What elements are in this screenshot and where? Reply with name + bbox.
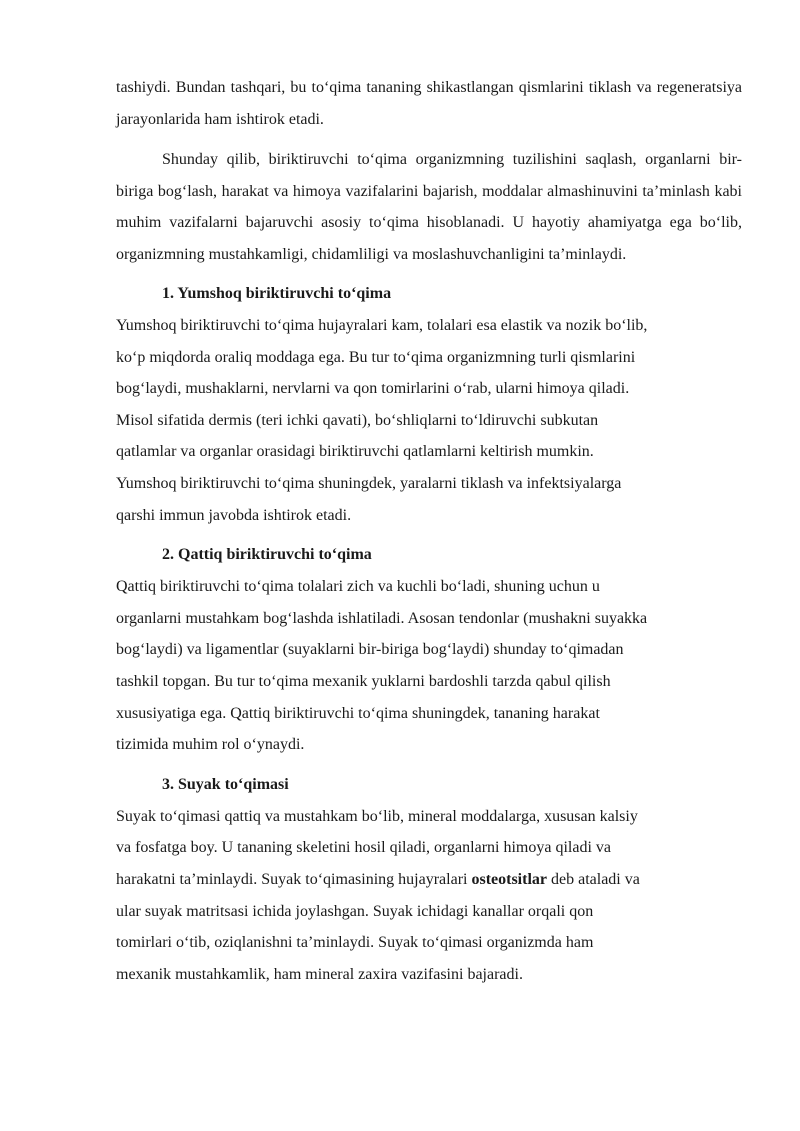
text-line: organlarni mustahkam bog‘lashda ishlatiladi. Asosan tendonlar (mushakni suyakka xyxy=(116,609,648,627)
section-heading: 1. Yumshoq biriktiruvchi to‘qima xyxy=(162,285,392,302)
text-line: xususiyatiga ega. Qattiq biriktiruvchi to‘qima shuningdek, tananing harakat xyxy=(116,704,600,722)
text-line: qatlamlar va organlar orasidagi biriktiruvchi qatlamlarni keltirish mumkin. xyxy=(116,443,594,461)
text-line: tashkil topgan. Bu tur to‘qima mexanik yuklarni bardoshli tarzda qabul qilish xyxy=(116,672,611,690)
section-dense-connective-tissue xyxy=(116,539,742,761)
text-segment: deb ataladi va xyxy=(547,870,640,888)
text-line: va fosfatga boy. U tananing skeletini hosil qiladi, organlarni himoya qiladi va xyxy=(116,839,611,857)
text-line: mexanik mustahkamlik, ham mineral zaxira vazifasini bajaradi. xyxy=(116,965,523,983)
section-body xyxy=(116,310,742,531)
text-line-with-bold-term xyxy=(116,864,742,896)
text-line: bog‘laydi, mushaklarni, nervlarni va qon tomirlarini o‘rab, ularni himoya qiladi. xyxy=(116,380,630,398)
section-bone-tissue xyxy=(116,769,742,991)
document-page xyxy=(116,72,742,990)
section-heading: 2. Qattiq biriktiruvchi to‘qima xyxy=(162,546,372,564)
text-segment: harakatni ta’minlaydi. Suyak to‘qimasining hujayralari xyxy=(116,870,472,888)
text-line: Yumshoq biriktiruvchi to‘qima shuningdek, yaralarni tiklash va infektsiyalarga xyxy=(116,474,622,492)
text-line: tizimida muhim rol o‘ynaydi. xyxy=(116,736,305,754)
text-line: Yumshoq biriktiruvchi to‘qima hujayralari kam, tolalari esa elastik va nozik bo‘lib, xyxy=(116,317,648,334)
text-line: ko‘p miqdorda oraliq moddaga ega. Bu tur to‘qima organizmning turli qismlarini xyxy=(116,348,636,366)
bold-term-osteocytes: osteotsitlar xyxy=(471,870,547,888)
section-body xyxy=(116,801,742,991)
text-line: ular suyak matritsasi ichida joylashgan. Suyak ichidagi kanallar orqali qon xyxy=(116,902,594,920)
text-line: Suyak to‘qimasi qattiq va mustahkam bo‘lib, mineral moddalarga, xususan kalsiy xyxy=(116,807,638,825)
section-heading: 3. Suyak to‘qimasi xyxy=(162,775,289,793)
section-body xyxy=(116,571,742,761)
text-line: Misol sifatida dermis (teri ichki qavati), bo‘shliqlarni to‘ldiruvchi subkutan xyxy=(116,411,599,429)
text-line: bog‘laydi) va ligamentlar (suyaklarni bir-biriga bog‘laydi) shunday to‘qimadan xyxy=(116,641,624,659)
summary-paragraph: Shunday qilib, biriktiruvchi to‘qima organizmning tuzilishini saqlash, organlarni bir-biriga bog‘lash, harakat va himoya vazifalarini bajarish, moddalar almashinuvini ta’minlash kabi muhim vazifalarni bajaruvchi asosiy to‘qima hisoblanadi. U hayotiy ahamiyatga ega bo‘lib, organizmning mustahkamligi, chidamliligi va moslashuvchanligini ta’minlaydi. xyxy=(116,151,742,263)
intro-paragraph-continuation: tashiydi. Bundan tashqari, bu to‘qima tananing shikastlangan qismlarini tiklash va regeneratsiya jarayonlarida ham ishtirok etadi. xyxy=(116,79,742,128)
text-line: qarshi immun javobda ishtirok etadi. xyxy=(116,506,352,524)
text-line: Qattiq biriktiruvchi to‘qima tolalari zich va kuchli bo‘ladi, shuning uchun u xyxy=(116,578,600,596)
text-line: tomirlari o‘tib, oziqlanishni ta’minlaydi. Suyak to‘qimasi organizmda ham xyxy=(116,934,594,952)
section-soft-connective-tissue xyxy=(116,278,742,531)
